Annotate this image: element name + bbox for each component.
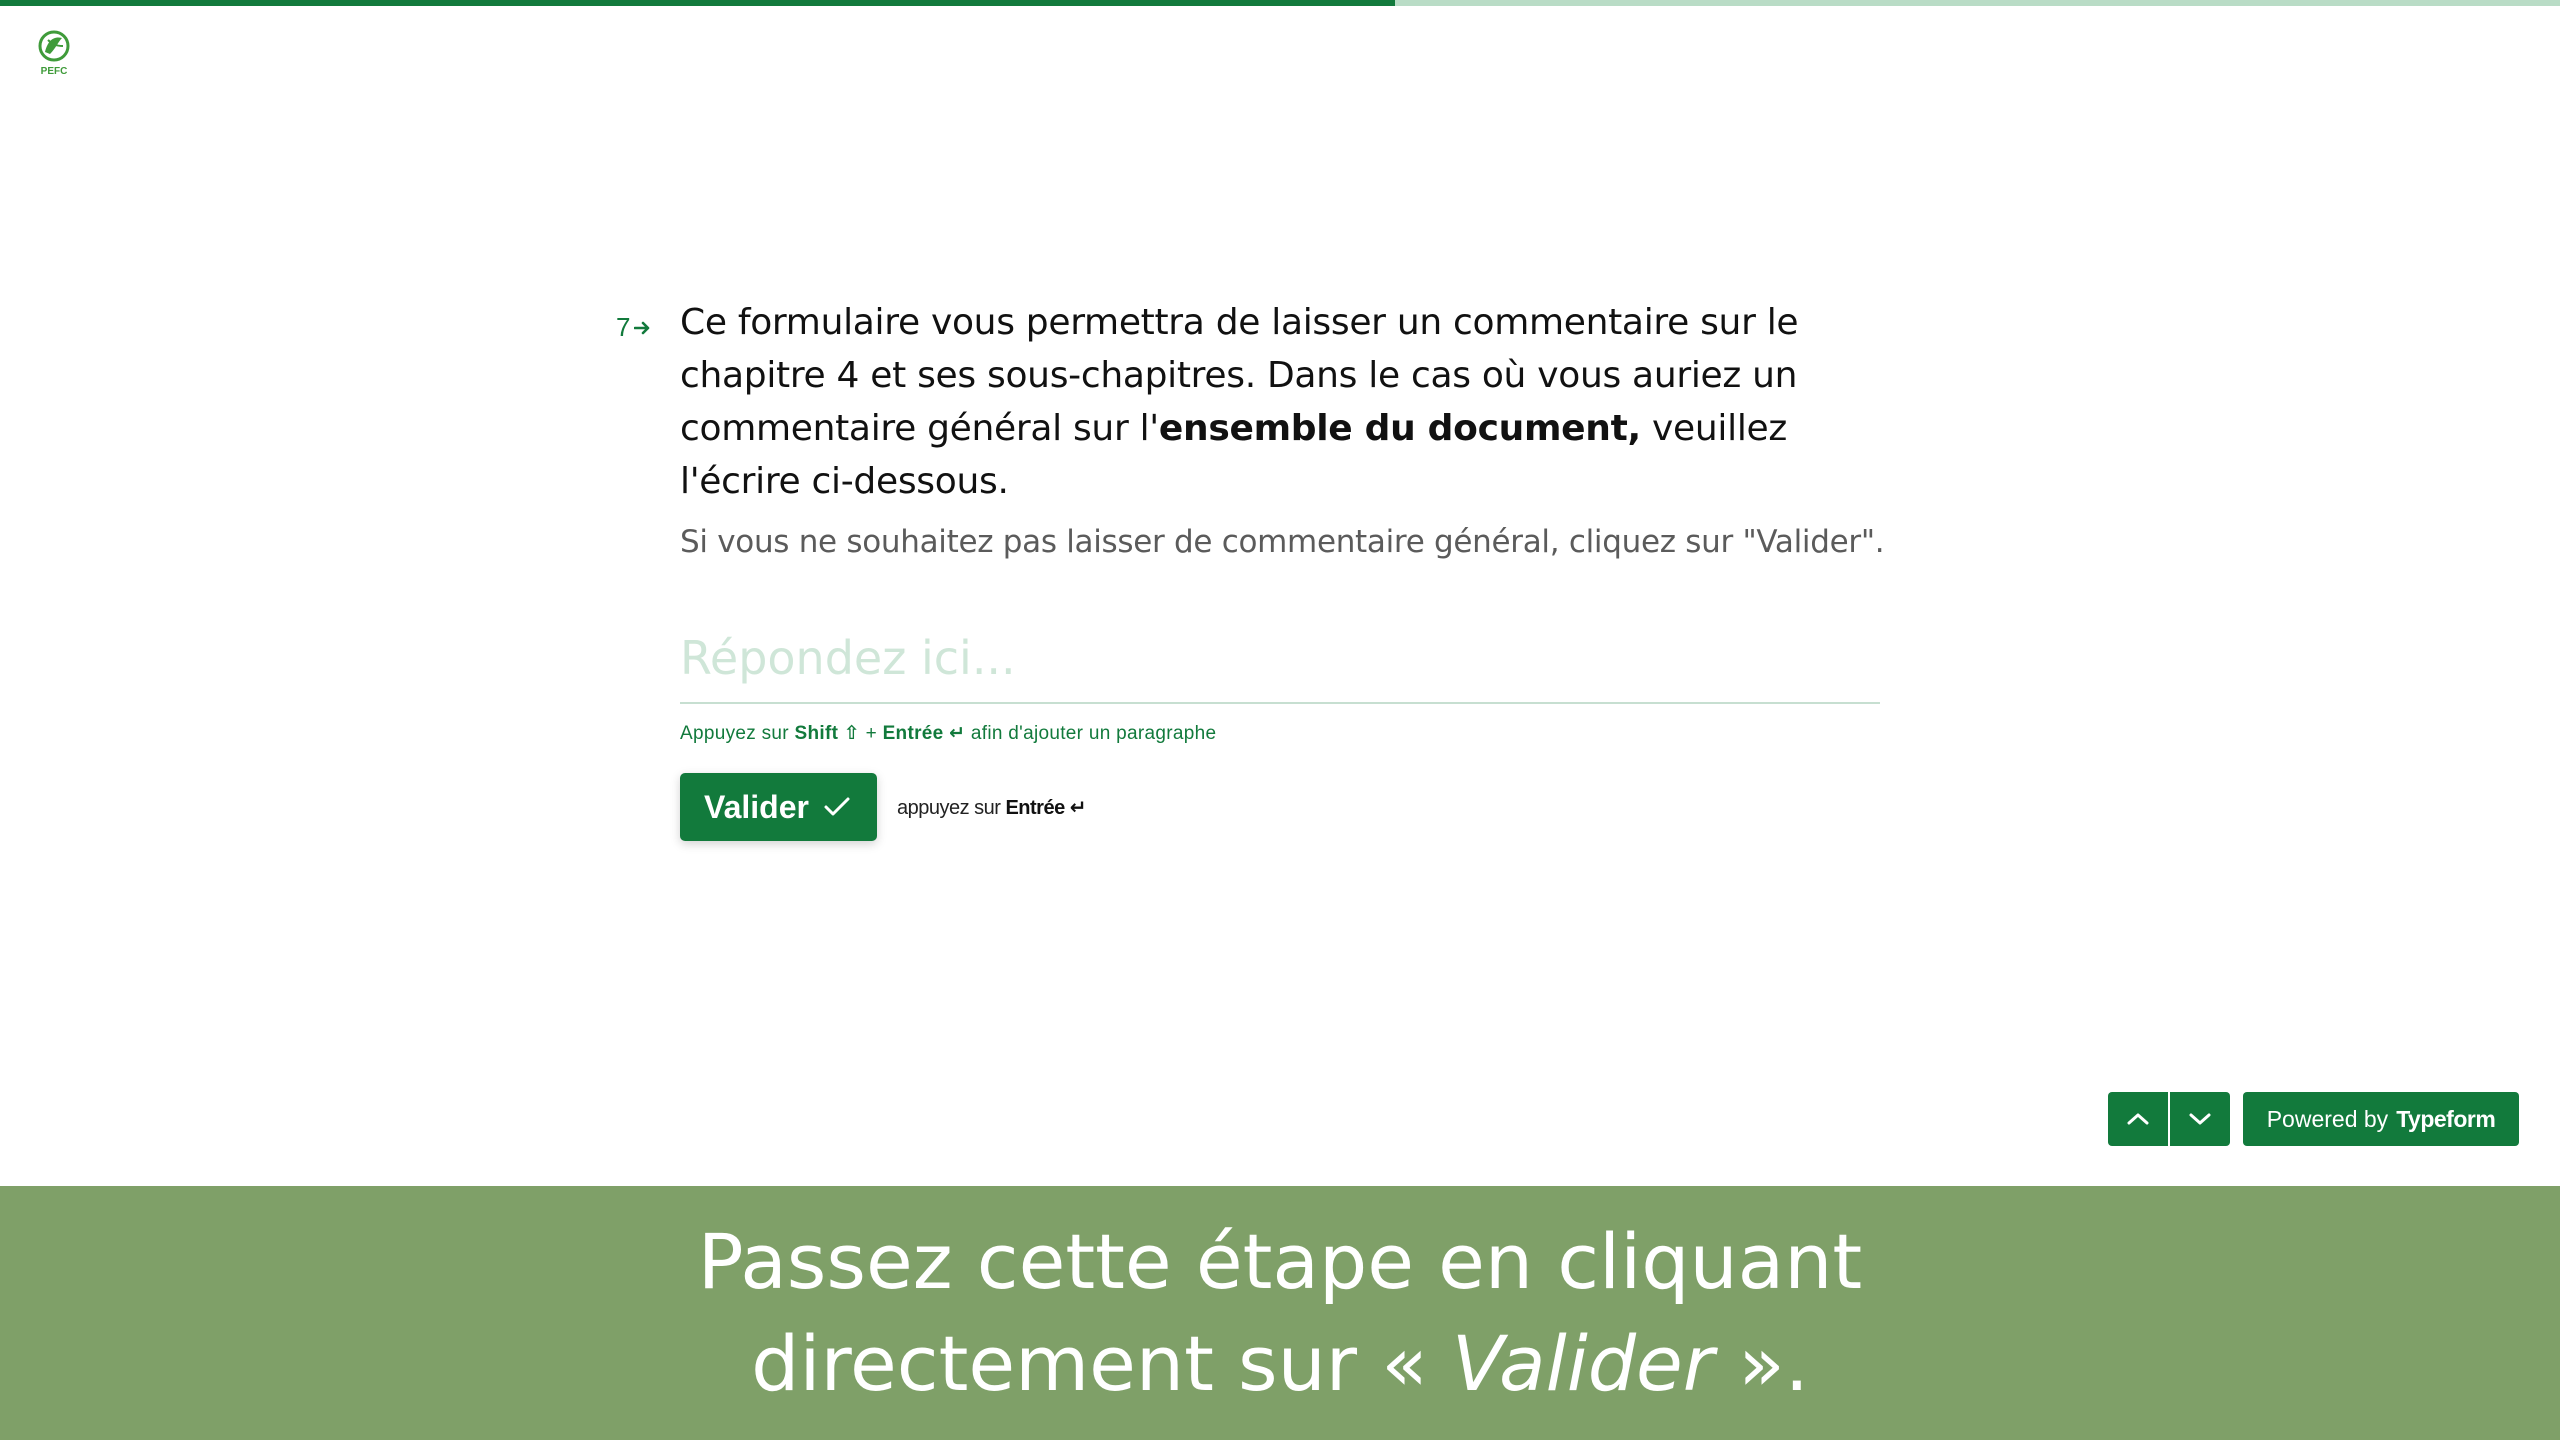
banner-line-2-prefix: directement sur « [751, 1319, 1452, 1408]
valider-button[interactable] [680, 773, 877, 841]
question-number [616, 312, 680, 343]
progress-bar-fill [0, 0, 1395, 6]
answer-input[interactable] [680, 620, 1880, 704]
typeform-brand: Typeform [2396, 1105, 2496, 1132]
previous-question-button[interactable] [2108, 1092, 2168, 1146]
hint-suffix: afin d'ajouter un paragraphe [965, 723, 1217, 744]
question-title-part2: veuillez l'écrire ci-dessous. [680, 408, 1787, 502]
pefc-logo-graphic [36, 30, 72, 80]
arrow-right-icon [634, 320, 652, 336]
banner-line-2-italic: Valider [1451, 1319, 1715, 1408]
banner-line-1: Passez cette étape en cliquant [697, 1217, 1863, 1306]
chevron-up-icon [2125, 1111, 2151, 1127]
question-description: Si vous ne souhaitez pas laisser de commentaire général, cliquez sur "Valider". [680, 524, 1885, 560]
paragraph-hint [680, 722, 1216, 745]
next-question-button[interactable] [2170, 1092, 2230, 1146]
submit-hint-key: Entrée ↵ [1005, 796, 1087, 819]
question-block [616, 296, 1886, 562]
banner-line-2 [751, 1313, 1809, 1415]
question-title-part1: Ce formulaire vous permettra de laisser un commentaire sur le chapitre 4 et ses sous-chapitres. Dans le cas où vous auriez un commentaire général sur l' [680, 302, 1799, 449]
submit-row [680, 773, 1086, 841]
answer-container [680, 620, 1880, 704]
valider-button-label: Valider [704, 788, 809, 825]
instruction-banner [0, 1186, 2560, 1440]
progress-bar [0, 0, 2560, 6]
hint-prefix: Appuyez sur [680, 723, 795, 744]
question-navigation [2108, 1092, 2230, 1146]
question-number-value: 7 [616, 312, 631, 342]
chevron-down-icon [2187, 1111, 2213, 1127]
submit-enter-hint [897, 795, 1086, 820]
submit-hint-prefix: appuyez sur [896, 796, 1006, 819]
check-icon [823, 795, 851, 819]
powered-by-label: Powered by [2266, 1105, 2389, 1132]
hint-plus: + [860, 723, 883, 744]
pefc-logo-icon [36, 30, 72, 80]
question-title-bold: ensemble du document, [1158, 408, 1641, 449]
banner-line-2-suffix: ». [1714, 1319, 1809, 1408]
logo-text: PEFC [40, 66, 68, 77]
hint-shift-key: Shift ⇧ [794, 723, 861, 744]
powered-by-typeform-button[interactable] [2243, 1092, 2519, 1146]
question-title [680, 296, 1886, 508]
hint-enter-key: Entrée ↵ [882, 723, 966, 744]
